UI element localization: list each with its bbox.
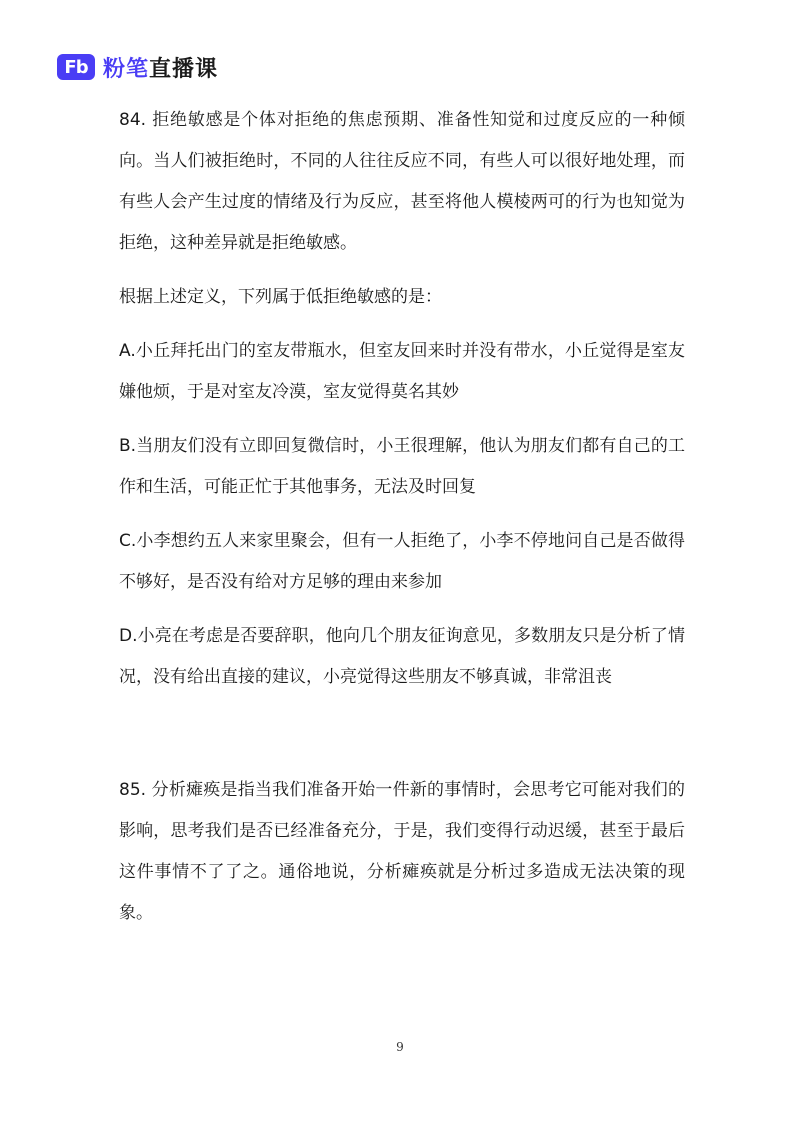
fb-logo: Fb xyxy=(57,54,95,80)
question-content xyxy=(119,100,685,934)
q84-question: 根据上述定义，下列属于低拒绝敏感的是： xyxy=(119,287,442,307)
q84-option-b: B.当朋友们没有立即回复微信时，小王很理解，他认为朋友们都有自己的工作和生活，可能正忙于其他事务，无法及时回复 xyxy=(119,436,685,497)
q84-option-c: C.小李想约五人来家里聚会，但有一人拒绝了，小李不停地问自己是否做得不够好，是否没有给对方足够的理由来参加 xyxy=(119,531,685,592)
page-header xyxy=(57,50,218,84)
brand-name xyxy=(103,52,218,83)
q84-option-d: D.小亮在考虑是否要辞职，他向几个朋友征询意见，多数朋友只是分析了情况，没有给出直接的建议，小亮觉得这些朋友不够真诚，非常沮丧 xyxy=(119,626,685,687)
q84-option-a: A.小丘拜托出门的室友带瓶水，但室友回来时并没有带水，小丘觉得是室友嫌他烦，于是对室友冷漠，室友觉得莫名其妙 xyxy=(119,341,685,402)
brand-rest: 直播课 xyxy=(149,56,219,82)
brand-first: 粉笔 xyxy=(103,56,150,82)
q84-stem: 84. 拒绝敏感是个体对拒绝的焦虑预期、准备性知觉和过度反应的一种倾向。当人们被拒绝时，不同的人往往反应不同，有些人可以很好地处理，而有些人会产生过度的情绪及行为反应，甚至将他人模棱两可的行为也知觉为拒绝，这种差异就是拒绝敏感。 xyxy=(119,110,685,253)
page-number: 9 xyxy=(396,1040,404,1054)
q85-stem: 85. 分析瘫痪是指当我们准备开始一件新的事情时，会思考它可能对我们的影响，思考我们是否已经准备充分，于是，我们变得行动迟缓，甚至于最后这件事情不了了之。通俗地说，分析瘫痪就是分析过多造成无法决策的现象。 xyxy=(119,780,685,923)
